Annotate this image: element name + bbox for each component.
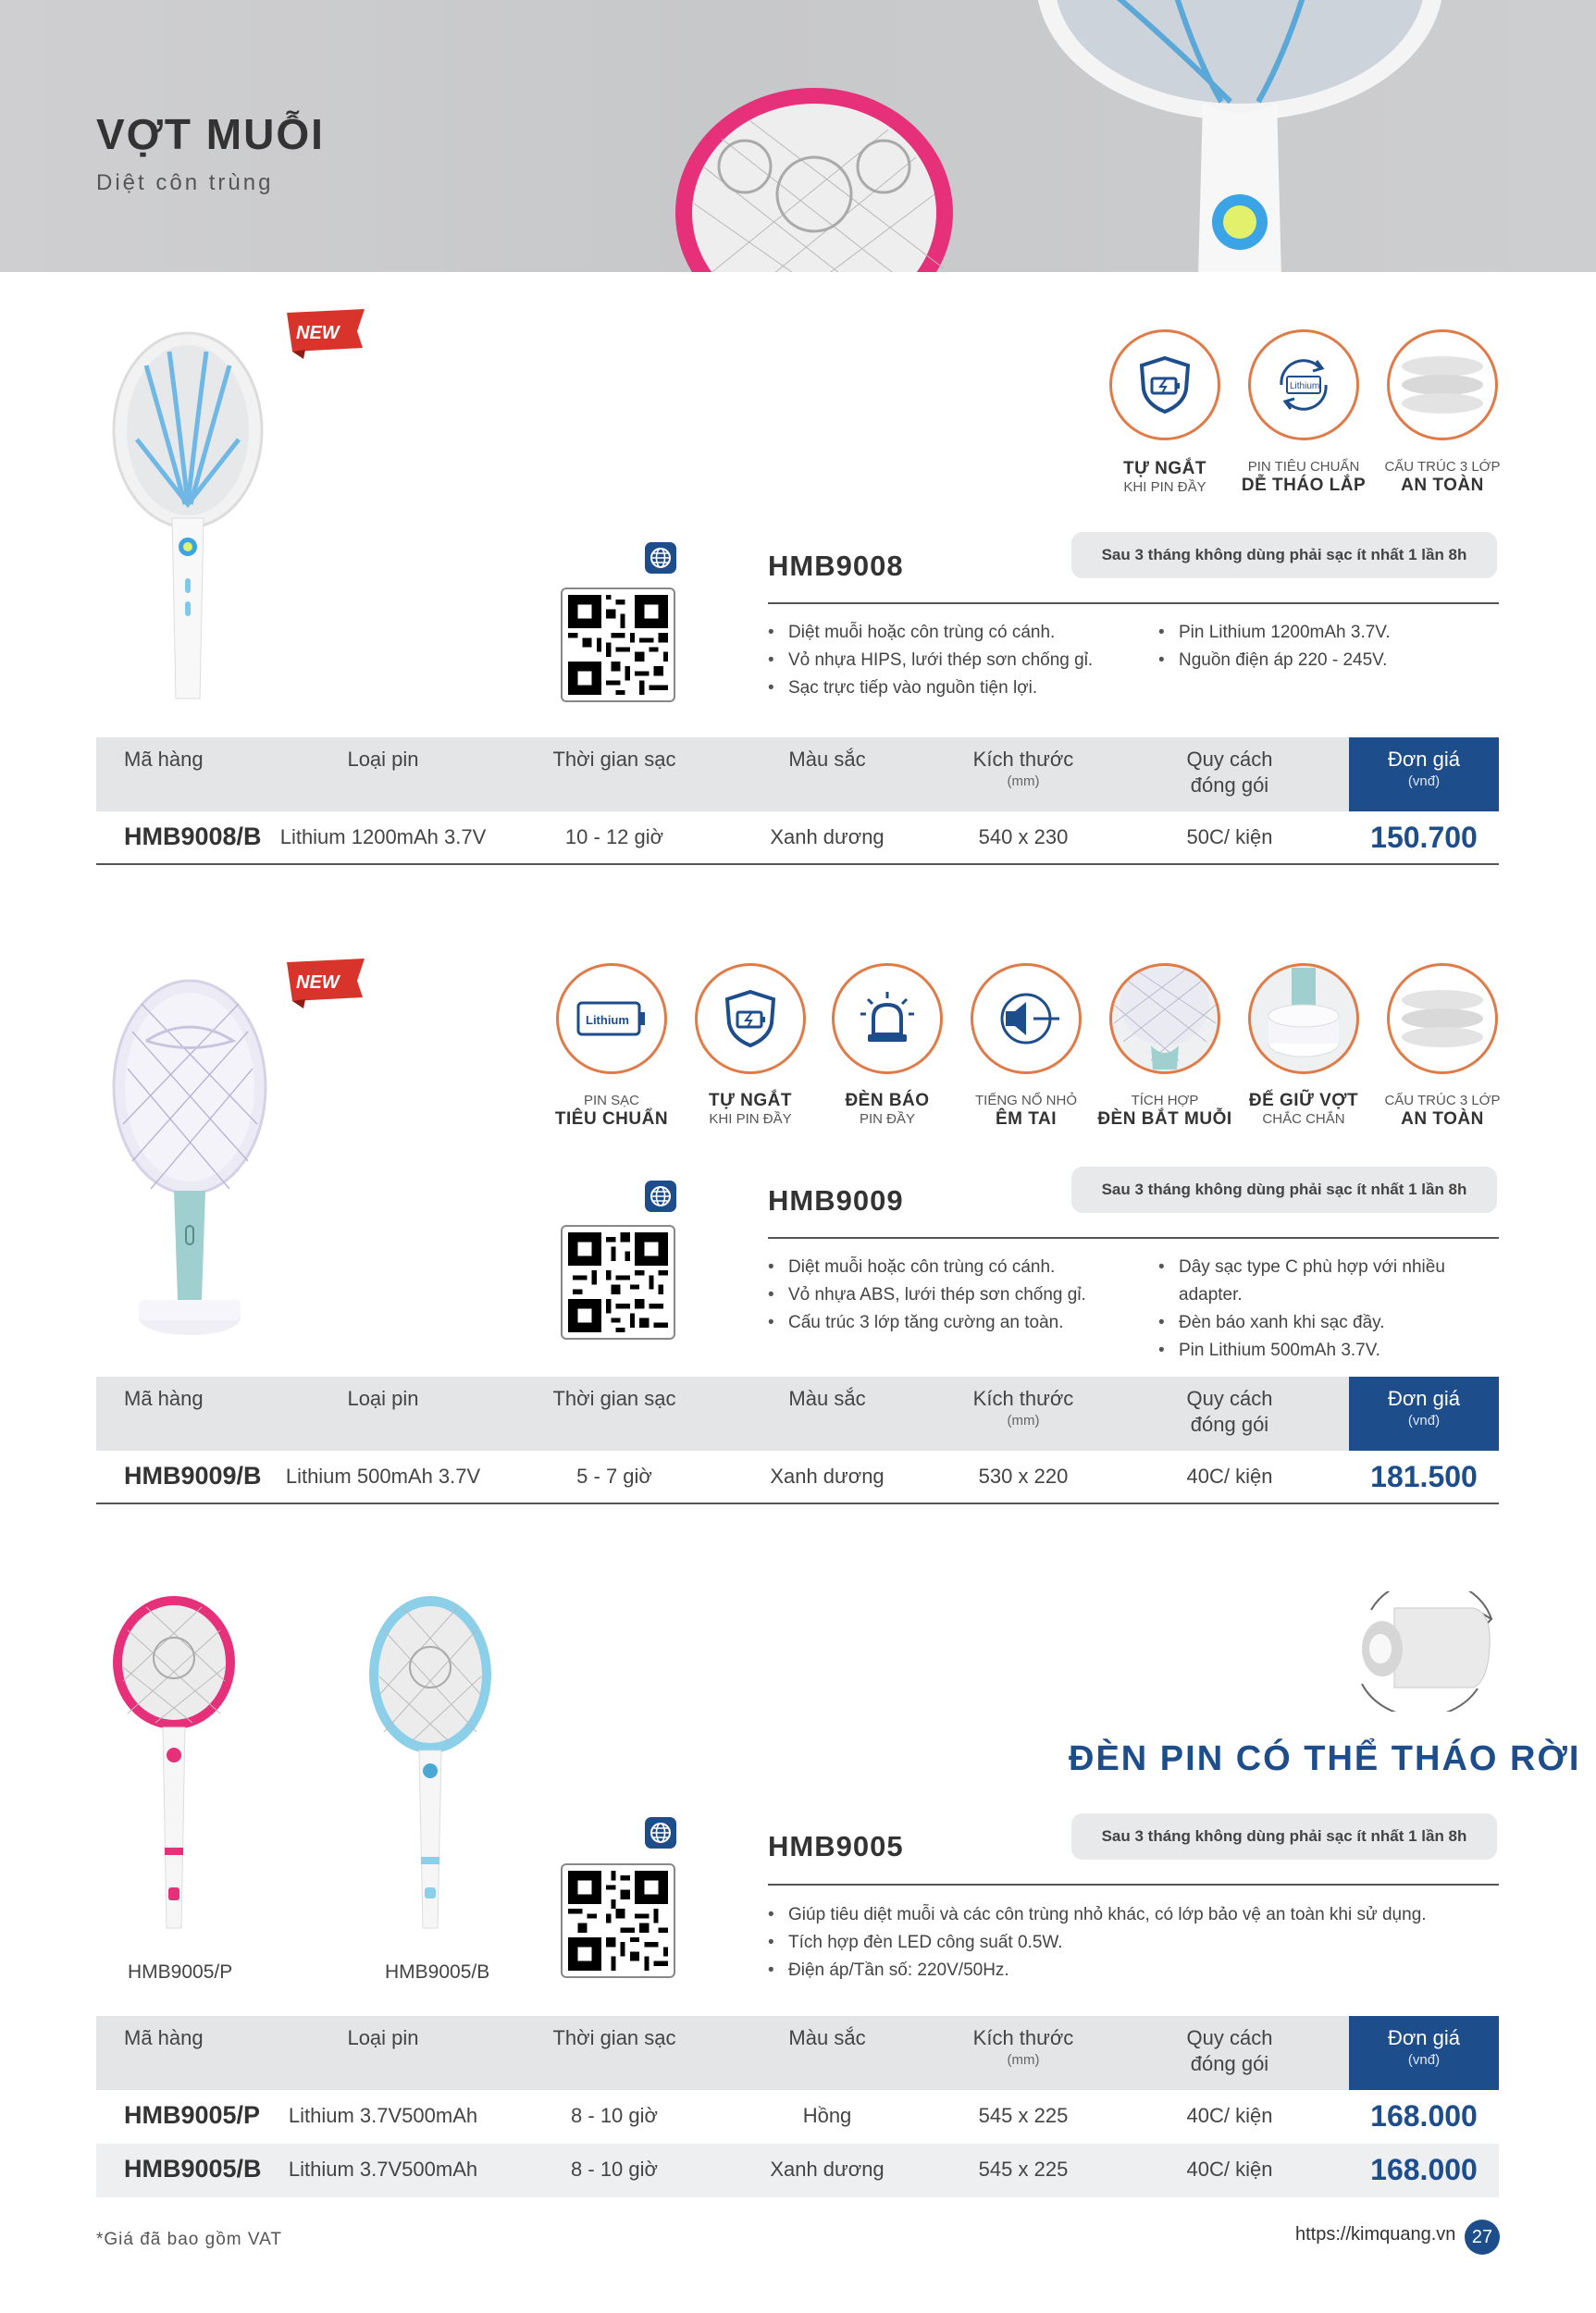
- col-charge: Thời gian sạc: [552, 1387, 676, 1410]
- table-row: [96, 2090, 1499, 2144]
- flashlight-image: [1343, 1591, 1505, 1712]
- hmb9005-blue-racket-image: [365, 1593, 495, 1936]
- price-table-hmb9005: [96, 2016, 1499, 2197]
- col-price: Đơn giá (vnđ): [1349, 2016, 1499, 2090]
- product-variant-label: HMB9005/P: [128, 1961, 233, 1983]
- col-size: Kích thước (mm): [972, 2026, 1074, 2068]
- new-tag-icon: [283, 957, 368, 1008]
- col-price: Đơn giá (vnđ): [1349, 737, 1499, 811]
- col-color: Màu sắc: [788, 2026, 866, 2049]
- col-pack: Quy cách đóng gói: [1186, 1387, 1273, 1436]
- feature-label: TỰ NGẮT KHI PIN ĐẦY: [1123, 459, 1206, 495]
- white-racket-image: [1018, 0, 1462, 272]
- col-code: Mã hàng: [124, 1387, 204, 1410]
- cell-battery: Lithium 1200mAh 3.7V: [279, 825, 487, 848]
- divider: [768, 1237, 1499, 1239]
- qr-code-icon[interactable]: [561, 1225, 675, 1340]
- col-pack: Quy cách đóng gói: [1186, 2026, 1273, 2075]
- lithium-text: Lithium: [586, 1013, 629, 1027]
- cell-price: 168.000: [1370, 2153, 1478, 2186]
- cell-pack: 50C/ kiện: [1186, 825, 1273, 848]
- feature-label: TÍCH HỢP ĐÈN BẮT MUỖI: [1097, 1093, 1232, 1129]
- spec-list-left: [768, 1901, 1499, 1985]
- cell-color: Xanh dương: [770, 2158, 885, 2181]
- table-bottom-line: [96, 1503, 1499, 1504]
- feature-label: CẤU TRÚC 3 LỚP AN TOÀN: [1384, 1093, 1501, 1129]
- pink-racket-image: [638, 56, 990, 272]
- new-tag-icon: [283, 307, 368, 359]
- cell-color: Xanh dương: [770, 1465, 885, 1488]
- col-battery: Loại pin: [347, 748, 419, 771]
- col-size: Kích thước (mm): [972, 748, 1074, 789]
- col-charge: Thời gian sạc: [552, 748, 676, 771]
- cell-size: 540 x 230: [978, 825, 1069, 848]
- spec-item: • Dây sạc type C phù hợp với nhiều adapter.: [1158, 1254, 1501, 1309]
- col-size: Kích thước (mm): [972, 1387, 1074, 1429]
- cell-size: 545 x 225: [978, 2158, 1069, 2181]
- feature-label: CẤU TRÚC 3 LỚP AN TOÀN: [1384, 459, 1501, 495]
- spec-list-left: [768, 1254, 1138, 1337]
- new-tag-label: NEW: [296, 323, 340, 343]
- table-header: [96, 737, 1499, 811]
- vat-note: *Giá đã bao gồm VAT: [96, 2230, 283, 2249]
- spec-item: • Diệt muỗi hoặc côn trùng có cánh.: [768, 1254, 1138, 1281]
- product-variant-label: HMB9005/B: [385, 1961, 490, 1983]
- cell-price: 181.500: [1370, 1460, 1478, 1493]
- three-layer-icon: [1387, 963, 1498, 1074]
- spec-item: • Pin Lithium 1200mAh 3.7V.: [1158, 619, 1491, 647]
- cell-pack: 40C/ kiện: [1186, 2104, 1273, 2127]
- cell-color: Hồng: [802, 2104, 852, 2127]
- three-layer-icon: [1387, 329, 1498, 440]
- col-pack: Quy cách đóng gói: [1186, 748, 1273, 797]
- col-color: Màu sắc: [788, 1387, 866, 1410]
- spec-item: • Vỏ nhựa ABS, lưới thép sơn chống gỉ.: [768, 1281, 1138, 1309]
- globe-icon[interactable]: [645, 542, 676, 574]
- table-bottom-line: [96, 863, 1499, 865]
- price-table-hmb9008: [96, 737, 1499, 865]
- speaker-icon: [971, 963, 1082, 1074]
- table-row: [96, 1451, 1499, 1504]
- charge-note: Sau 3 tháng không dùng phải sạc ít nhất 1 lần 8h: [1071, 1813, 1497, 1860]
- cell-code: HMB9009/B: [124, 1462, 262, 1490]
- price-table-hmb9009: [96, 1377, 1499, 1504]
- divider: [768, 1884, 1499, 1886]
- col-battery: Loại pin: [347, 1387, 419, 1410]
- cell-size: 530 x 220: [978, 1465, 1069, 1488]
- cell-pack: 40C/ kiện: [1186, 2158, 1273, 2181]
- spec-item: • Đèn báo xanh khi sạc đầy.: [1158, 1309, 1501, 1337]
- cell-charge: 8 - 10 giờ: [571, 2104, 658, 2127]
- spec-list-left: [768, 619, 1138, 702]
- cell-color: Xanh dương: [770, 825, 885, 848]
- cell-pack: 40C/ kiện: [1186, 1465, 1273, 1488]
- feature-label: ĐẾ GIỮ VỢT CHẮC CHẮN: [1248, 1091, 1359, 1127]
- col-charge: Thời gian sạc: [552, 2026, 676, 2049]
- lithium-battery-icon: [556, 963, 667, 1074]
- removable-flashlight-title: ĐÈN PIN CÓ THỂ THÁO RỜI: [1069, 1739, 1581, 1778]
- new-tag-label: NEW: [296, 972, 340, 993]
- cell-charge: 8 - 10 giờ: [571, 2158, 658, 2181]
- spec-item: • Điện áp/Tần số: 220V/50Hz.: [768, 1957, 1499, 1985]
- charge-note: Sau 3 tháng không dùng phải sạc ít nhất 1 lần 8h: [1071, 532, 1497, 578]
- cell-code: HMB9005/P: [124, 2101, 261, 2129]
- model-code: HMB9009: [768, 1184, 904, 1217]
- cell-code: HMB9005/B: [124, 2155, 262, 2183]
- table-row: [96, 811, 1499, 865]
- qr-code-icon[interactable]: [561, 1863, 675, 1978]
- spec-item: • Cấu trúc 3 lớp tăng cường an toàn.: [768, 1309, 1138, 1337]
- spec-item: • Sạc trực tiếp vào nguồn tiện lợi.: [768, 674, 1138, 702]
- battery-shield-icon: [695, 963, 806, 1074]
- globe-icon[interactable]: [645, 1817, 676, 1849]
- cell-price: 168.000: [1370, 2099, 1478, 2133]
- cell-charge: 10 - 12 giờ: [564, 825, 664, 848]
- feature-label: TIẾNG NỔ NHỎ ÊM TAI: [974, 1093, 1077, 1129]
- spec-item: • Pin Lithium 500mAh 3.7V.: [1158, 1337, 1501, 1365]
- spec-item: • Vỏ nhựa HIPS, lưới thép sơn chống gỉ.: [768, 647, 1138, 674]
- spec-list-right: [1158, 619, 1491, 674]
- model-code: HMB9005: [768, 1830, 904, 1862]
- qr-code-icon[interactable]: [561, 588, 675, 702]
- page-subtitle: Diệt côn trùng: [96, 170, 274, 195]
- hmb9005-pink-racket-image: [109, 1593, 239, 1936]
- spec-item: • Giúp tiêu diệt muỗi và các côn trùng nhỏ khác, có lớp bảo vệ an toàn khi sử dụng.: [768, 1901, 1499, 1929]
- cell-charge: 5 - 7 giờ: [576, 1465, 652, 1488]
- cell-price: 150.700: [1370, 821, 1478, 854]
- spec-item: • Diệt muỗi hoặc côn trùng có cánh.: [768, 619, 1138, 647]
- feature-label: PIN SẠC TIÊU CHUẨN: [554, 1093, 669, 1129]
- hmb9009-racket-image: [109, 976, 271, 1351]
- cell-battery: Lithium 3.7V500mAh: [288, 2158, 478, 2181]
- divider: [768, 602, 1499, 604]
- page-number: 27: [1465, 2220, 1500, 2255]
- table-row: [96, 2144, 1499, 2197]
- feature-label: TỰ NGẮT KHI PIN ĐẦY: [709, 1091, 792, 1127]
- table-header: [96, 2016, 1499, 2090]
- spec-list-right: [1158, 1254, 1501, 1365]
- cell-battery: Lithium 3.7V500mAh: [288, 2104, 478, 2127]
- alarm-light-icon: [832, 963, 943, 1074]
- page-title: VỢT MUỖI: [96, 110, 325, 158]
- spec-item: • Tích hợp đèn LED công suất 0.5W.: [768, 1929, 1499, 1957]
- lithium-text: Lithium: [1290, 381, 1320, 391]
- cell-battery: Lithium 500mAh 3.7V: [285, 1465, 481, 1488]
- model-code: HMB9008: [768, 550, 904, 582]
- col-battery: Loại pin: [347, 2026, 419, 2049]
- spec-item: • Nguồn điện áp 220 - 245V.: [1158, 647, 1491, 674]
- website-link[interactable]: https://kimquang.vn: [1295, 2224, 1456, 2245]
- col-code: Mã hàng: [124, 748, 204, 771]
- racket-light-icon: [1109, 963, 1220, 1074]
- feature-label: ĐÈN BÁO PIN ĐẦY: [845, 1091, 930, 1127]
- battery-shield-icon: [1109, 329, 1220, 440]
- racket-stand-icon: [1248, 963, 1359, 1074]
- hero-banner: [0, 0, 1596, 272]
- charge-note: Sau 3 tháng không dùng phải sạc ít nhất 1 lần 8h: [1071, 1167, 1497, 1213]
- feature-label: PIN TIÊU CHUẨN DỄ THÁO LẮP: [1241, 459, 1367, 495]
- lithium-swap-icon: [1248, 329, 1359, 440]
- cell-code: HMB9008/B: [124, 823, 262, 850]
- globe-icon[interactable]: [645, 1181, 676, 1212]
- col-color: Màu sắc: [788, 748, 866, 771]
- cell-size: 545 x 225: [978, 2104, 1069, 2127]
- col-price: Đơn giá (vnđ): [1349, 1377, 1499, 1451]
- hmb9008-racket-image: [109, 328, 266, 708]
- col-code: Mã hàng: [124, 2026, 204, 2049]
- table-header: [96, 1377, 1499, 1451]
